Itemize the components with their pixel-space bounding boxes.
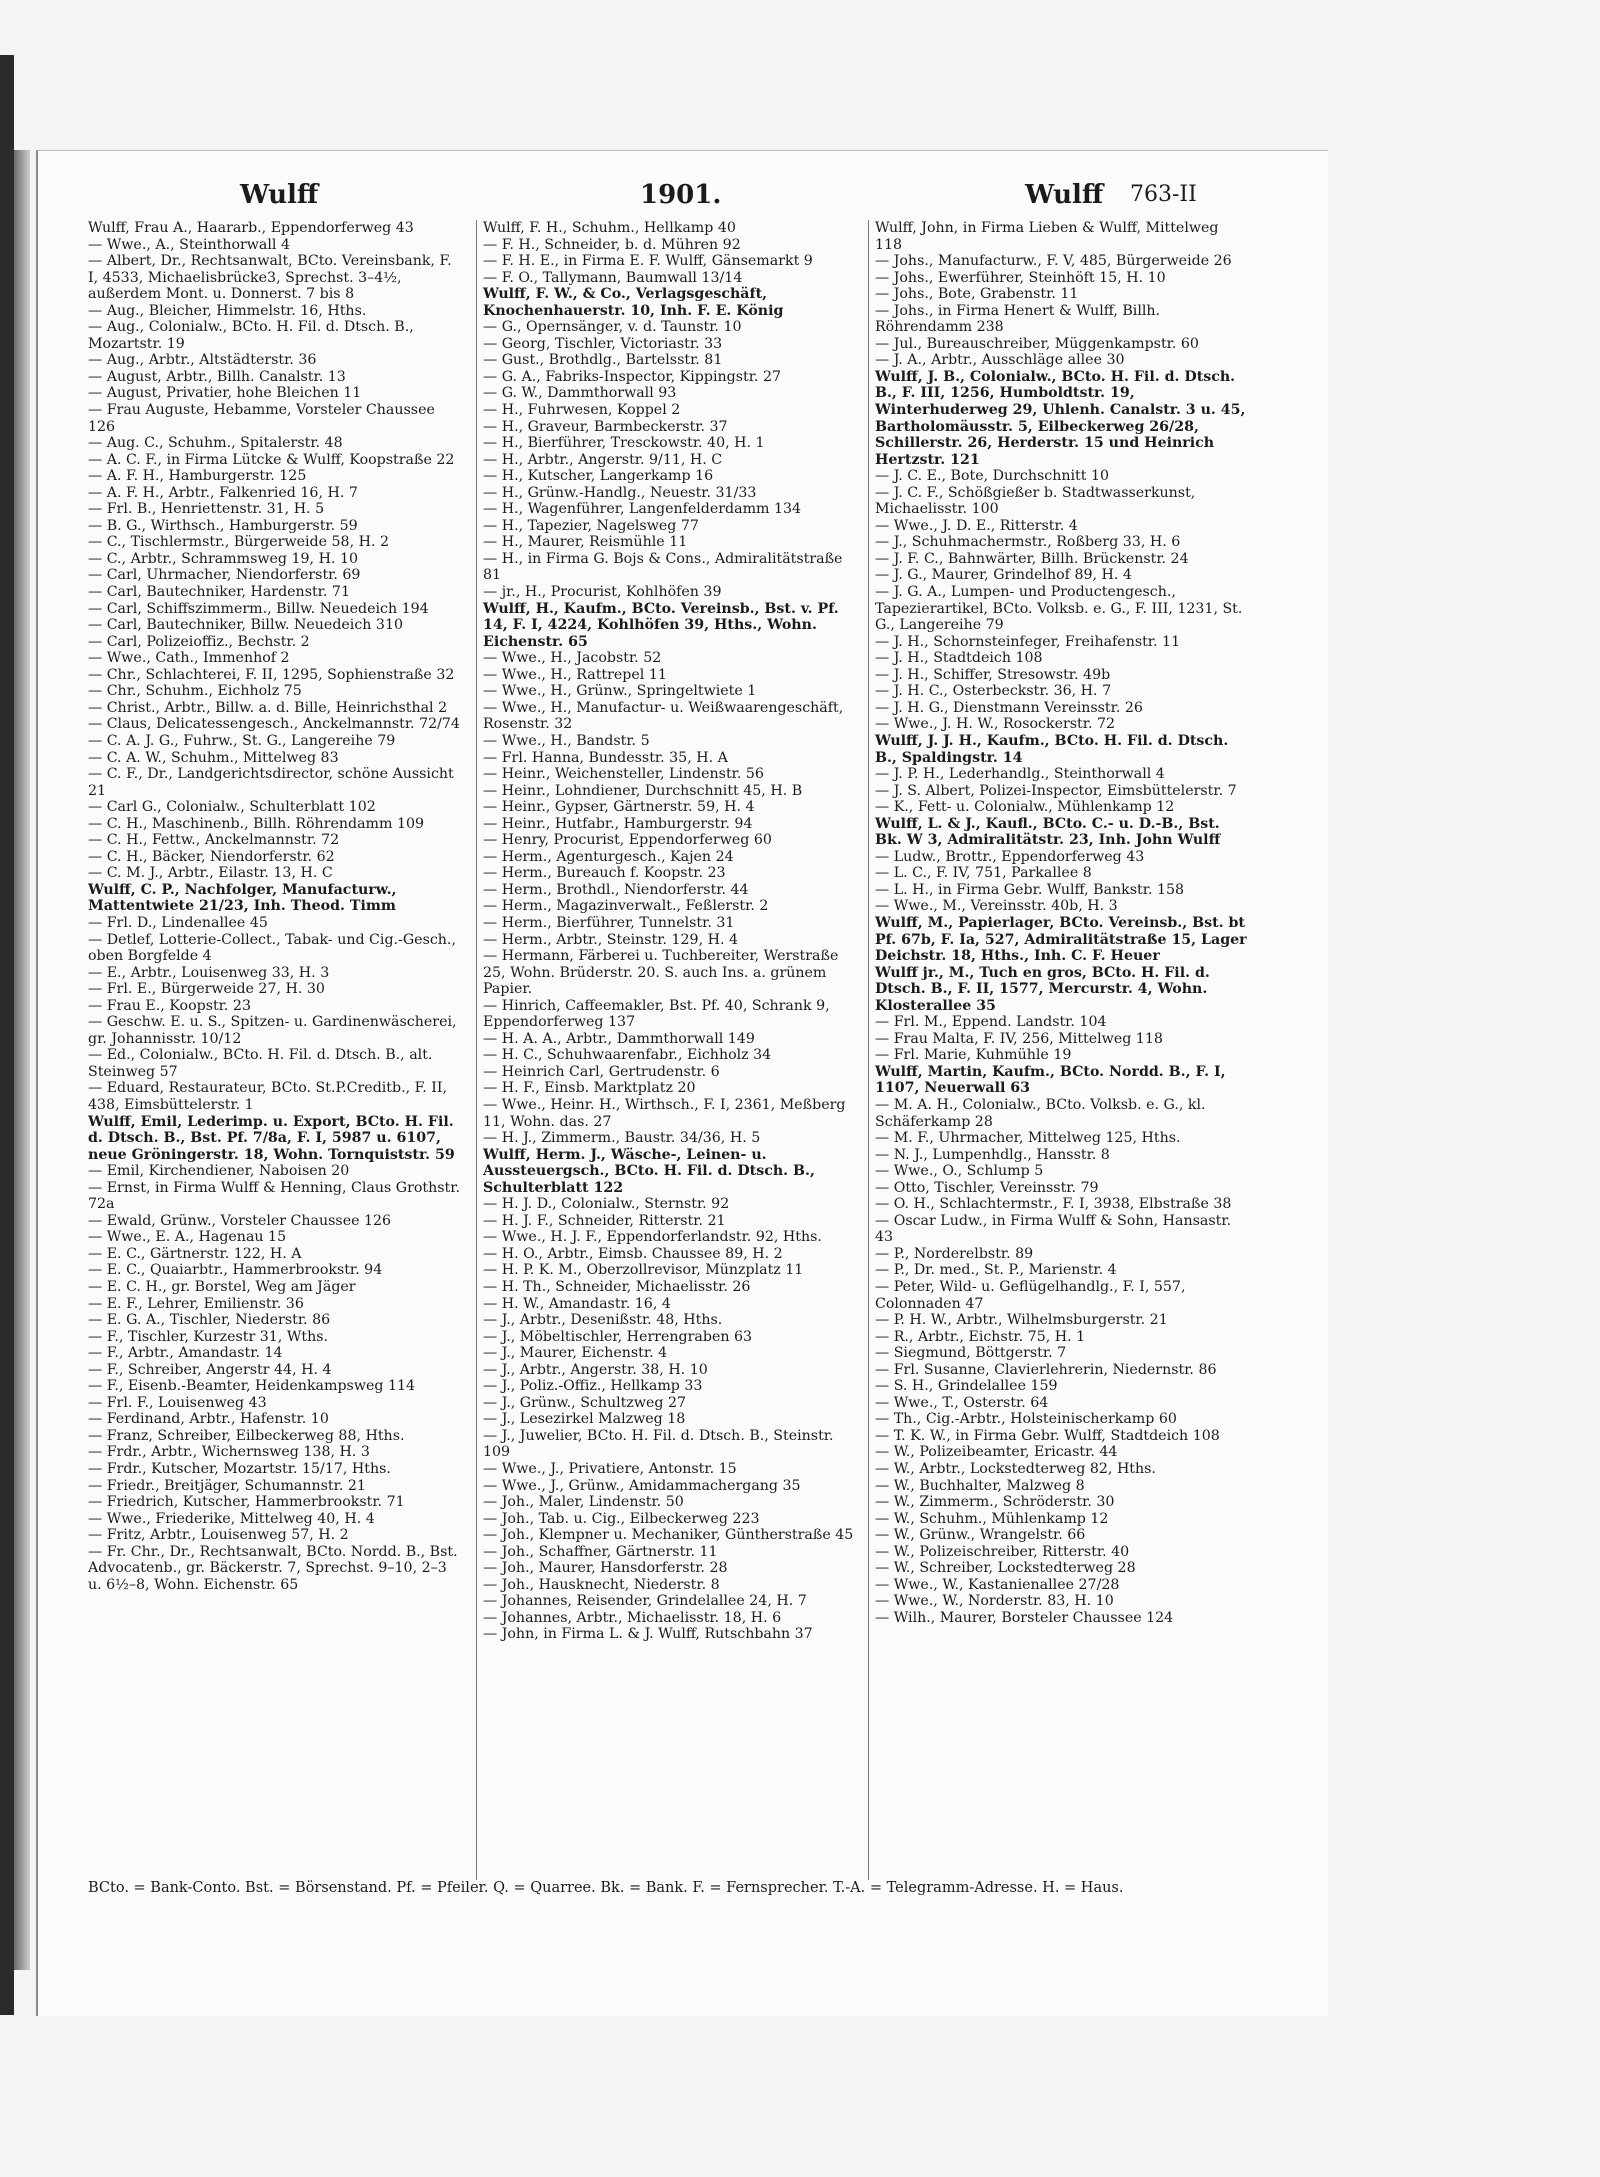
directory-entry: — Wwe., H. J. F., Eppendorferlandstr. 92, Hths. xyxy=(483,1229,822,1246)
directory-entry: — Herm., Bierführer, Tunnelstr. 31 xyxy=(483,914,735,931)
directory-entry: — C., Tischlermstr., Bürgerweide 58, H. 2 xyxy=(88,534,390,551)
directory-entry: — W., Schreiber, Lockstedterweg 28 xyxy=(875,1560,1136,1577)
directory-entry: — J. H. G., Dienstmann Vereinsstr. 26 xyxy=(875,699,1143,716)
directory-entry: — Ewald, Grünw., Vorsteler Chaussee 126 xyxy=(88,1212,392,1229)
directory-entry: — Carl, Uhrmacher, Niendorferstr. 69 xyxy=(88,567,361,584)
directory-entry: — Wwe., T., Osterstr. 64 xyxy=(875,1394,1049,1411)
directory-entry: — Franz, Schreiber, Eilbeckerweg 88, Hths. xyxy=(88,1427,405,1444)
directory-entry: — Peter, Wild- u. Geflügelhandlg., F. I, 557, Colonnaden 47 xyxy=(875,1279,1186,1312)
directory-entry: — Frau Malta, F. IV, 256, Mittelweg 118 xyxy=(875,1030,1163,1047)
directory-entry: — Geschw. E. u. S., Spitzen- u. Gardinenwäscherei, gr. Johannisstr. 10/12 xyxy=(88,1014,457,1047)
directory-entry: — Chr., Schuhm., Eichholz 75 xyxy=(88,683,302,700)
directory-entry: — H., Tapezier, Nagelsweg 77 xyxy=(483,517,699,534)
directory-entry: Wulff, Herm. J., Wäsche-, Leinen- u. Aussteuergsch., BCto. H. Fil. d. Dtsch. B., Schulterblatt 122 xyxy=(483,1146,815,1196)
directory-entry: Wulff, F. H., Schuhm., Hellkamp 40 xyxy=(483,220,736,236)
directory-entry: Wulff, Martin, Kaufm., BCto. Nordd. B., F. I, 1107, Neuerwall 63 xyxy=(875,1063,1226,1097)
directory-entry: — Heinr., Lohndiener, Durchschnitt 45, H. B xyxy=(483,782,803,799)
directory-entry: — C. H., Bäcker, Niendorferstr. 62 xyxy=(88,848,335,865)
directory-entry: — Frl. Marie, Kuhmühle 19 xyxy=(875,1047,1072,1064)
directory-entry: — Frau Auguste, Hebamme, Vorsteler Chaussee 126 xyxy=(88,402,435,435)
directory-entry: — Johs., Ewerführer, Steinhöft 15, H. 10 xyxy=(875,269,1166,286)
page-header xyxy=(80,180,1240,214)
directory-entry: — W., Buchhalter, Malzweg 8 xyxy=(875,1477,1085,1494)
directory-entry: — J., Grünw., Schultzweg 27 xyxy=(483,1394,687,1411)
directory-entry: — M. F., Uhrmacher, Mittelweg 125, Hths. xyxy=(875,1130,1181,1147)
directory-entry: — B. G., Wirthsch., Hamburgerstr. 59 xyxy=(88,517,358,534)
directory-entry: Wulff, Emil, Lederimp. u. Export, BCto. H. Fil. d. Dtsch. B., Bst. Pf. 7/8a, F. I, 5987 u. 6107, neue Gröningerstr. 18, Wohn. Tornquiststr. 59 xyxy=(88,1113,455,1163)
directory-entry: — J. S. Albert, Polizei-Inspector, Eimsbüttelerstr. 7 xyxy=(875,782,1237,799)
directory-entry: — Joh., Maler, Lindenstr. 50 xyxy=(483,1494,684,1511)
directory-entry: — Heinr., Gypser, Gärtnerstr. 59, H. 4 xyxy=(483,799,755,816)
directory-entry: — Joh., Tab. u. Cig., Eilbeckerweg 223 xyxy=(483,1510,760,1527)
directory-entry: — Henry, Procurist, Eppendorferweg 60 xyxy=(483,832,772,849)
directory-entry: — Frl. E., Bürgerweide 27, H. 30 xyxy=(88,981,325,998)
directory-entry: — Friedrich, Kutscher, Hammerbrookstr. 71 xyxy=(88,1494,405,1511)
directory-entry: — Ernst, in Firma Wulff & Henning, Claus Grothstr. 72a xyxy=(88,1179,460,1213)
directory-entry: — Wwe., W., Kastanienallee 27/28 xyxy=(875,1576,1120,1593)
directory-entry: — H., Grünw.-Handlg., Neuestr. 31/33 xyxy=(483,484,757,501)
directory-entry: — H., Fuhrwesen, Koppel 2 xyxy=(483,402,681,419)
directory-entry: — F., Tischler, Kurzestr 31, Wths. xyxy=(88,1328,329,1345)
directory-entry: — A. C. F., in Firma Lütcke & Wulff, Koopstraße 22 xyxy=(88,451,455,468)
directory-entry: — Wwe., J., Grünw., Amidammachergang 35 xyxy=(483,1477,801,1494)
directory-entry: — Wwe., E. A., Hagenau 15 xyxy=(88,1229,287,1246)
directory-entry: — Wwe., Friederike, Mittelweg 40, H. 4 xyxy=(88,1510,375,1527)
directory-entry: — H., Wagenführer, Langenfelderdamm 134 xyxy=(483,501,802,518)
directory-entry: — Herm., Arbtr., Steinstr. 129, H. 4 xyxy=(483,931,739,948)
directory-entry: — H., Maurer, Reismühle 11 xyxy=(483,534,688,551)
directory-entry: Wulff, John, in Firma Lieben & Wulff, Mittelweg 118 xyxy=(875,220,1219,253)
directory-entry: — Carl, Bautechniker, Billw. Neuedeich 310 xyxy=(88,617,404,634)
directory-entry: — Wilh., Maurer, Borsteler Chaussee 124 xyxy=(875,1609,1174,1626)
directory-entry: — Johs., Bote, Grabenstr. 11 xyxy=(875,286,1079,303)
directory-entry: — Gust., Brothdlg., Bartelsstr. 81 xyxy=(483,352,723,369)
directory-entry: — F., Arbtr., Amandastr. 14 xyxy=(88,1345,283,1362)
directory-entry: — A. F. H., Hamburgerstr. 125 xyxy=(88,468,307,485)
directory-entry: — John, in Firma L. & J. Wulff, Rutschbahn 37 xyxy=(483,1626,813,1643)
page-number: 763-II xyxy=(1130,182,1197,207)
directory-entry: — H., Bierführer, Tresckowstr. 40, H. 1 xyxy=(483,435,765,452)
directory-entry: — Aug., Arbtr., Altstädterstr. 36 xyxy=(88,352,317,369)
directory-entry: — E. C., Quaiarbtr., Hammerbrookstr. 94 xyxy=(88,1262,383,1279)
directory-entry: — Aug., Bleicher, Himmelstr. 16, Hths. xyxy=(88,302,367,319)
directory-entry: — Frdr., Arbtr., Wichernsweg 138, H. 3 xyxy=(88,1444,370,1461)
directory-entry: — W., Grünw., Wrangelstr. 66 xyxy=(875,1527,1086,1544)
directory-entry: — Heinrich Carl, Gertrudenstr. 6 xyxy=(483,1063,720,1080)
directory-entry: — H. F., Einsb. Marktplatz 20 xyxy=(483,1080,696,1097)
directory-entry: — Frl. Hanna, Bundesstr. 35, H. A xyxy=(483,749,728,766)
directory-entry: — J., Lesezirkel Malzweg 18 xyxy=(483,1411,686,1428)
directory-entry: — Johannes, Arbtr., Michaelisstr. 18, H. 6 xyxy=(483,1609,782,1626)
column-1 xyxy=(88,220,460,1880)
directory-entry: — Chr., Schlachterei, F. II, 1295, Sophienstraße 32 xyxy=(88,666,455,683)
directory-entry: — Carl, Schiffszimmerm., Billw. Neuedeich 194 xyxy=(88,600,429,617)
directory-entry: — J., Maurer, Eichenstr. 4 xyxy=(483,1345,668,1362)
directory-entry: — C. M. J., Arbtr., Eilastr. 13, H. C xyxy=(88,865,333,882)
directory-entry: — Frl. D., Lindenallee 45 xyxy=(88,914,268,931)
directory-entry: — J. G., Maurer, Grindelhof 89, H. 4 xyxy=(875,567,1132,584)
directory-entry: — Joh., Klempner u. Mechaniker, Güntherstraße 45 xyxy=(483,1527,854,1544)
directory-entry: — Heinr., Weichensteller, Lindenstr. 56 xyxy=(483,766,764,783)
directory-entry: — Wwe., J. D. E., Ritterstr. 4 xyxy=(875,517,1078,534)
directory-entry: — Eduard, Restaurateur, BCto. St.P.Creditb., F. II, 438, Eimsbüttelerstr. 1 xyxy=(88,1080,447,1113)
column-3 xyxy=(868,220,1247,1880)
directory-entry: Wulff, J. J. H., Kaufm., BCto. H. Fil. d. Dtsch. B., Spaldingstr. 14 xyxy=(875,732,1229,766)
directory-entry: — Th., Cig.-Arbtr., Holsteinischerkamp 60 xyxy=(875,1411,1177,1428)
directory-entry: — Carl, Bautechniker, Hardenstr. 71 xyxy=(88,584,350,601)
directory-entry: — Herm., Bureauch f. Koopstr. 23 xyxy=(483,865,726,882)
directory-entry: — Wwe., H., Rattrepel 11 xyxy=(483,666,667,683)
scan-edge xyxy=(0,55,14,2015)
directory-entry: — F., Schreiber, Angerstr 44, H. 4 xyxy=(88,1361,332,1378)
directory-entry: Wulff, J. B., Colonialw., BCto. H. Fil. d. Dtsch. B., F. III, 1256, Humboldtstr. 19, Winterhuderweg 29, Uhlenh. Canalstr. 3 u. 45, Bartholomäusstr. 5, Eilbeckerweg 26/28, Schillerstr. 26, Herderstr. 15 und Heinrich Hertzstr. 121 xyxy=(875,368,1246,468)
directory-entry: — Detlef, Lotterie-Collect., Tabak- und Cig.-Gesch., oben Borgfelde 4 xyxy=(88,931,456,965)
directory-entry: — G., Opernsänger, v. d. Taunstr. 10 xyxy=(483,319,742,336)
directory-entry: — H. Th., Schneider, Michaelisstr. 26 xyxy=(483,1279,751,1295)
directory-entry: — H. J. D., Colonialw., Sternstr. 92 xyxy=(483,1196,730,1213)
directory-entry: — C. H., Maschinenb., Billh. Röhrendamm 109 xyxy=(88,815,425,832)
directory-entry: Wulff, H., Kaufm., BCto. Vereinsb., Bst. v. Pf. 14, F. I, 4224, Kohlhöfen 39, Hths., Wohn. Eichenstr. 65 xyxy=(483,600,839,650)
directory-entry: — Friedr., Breitjäger, Schumannstr. 21 xyxy=(88,1477,366,1494)
directory-entry: — Wwe., A., Steinthorwall 4 xyxy=(88,236,290,253)
scan-edge-shadow xyxy=(14,150,30,1970)
directory-entry: — R., Arbtr., Eichstr. 75, H. 1 xyxy=(875,1328,1086,1345)
directory-entry: — Carl, Polizeioffiz., Bechstr. 2 xyxy=(88,633,310,650)
directory-entry: — Carl G., Colonialw., Schulterblatt 102 xyxy=(88,799,376,816)
directory-entry: — Frl. M., Eppend. Landstr. 104 xyxy=(875,1014,1107,1031)
directory-entry: — Johs., in Firma Henert & Wulff, Billh. Röhrendamm 238 xyxy=(875,302,1161,336)
directory-entry: — Emil, Kirchendiener, Naboisen 20 xyxy=(88,1163,350,1180)
directory-entry: — C. F., Dr., Landgerichtsdirector, schöne Aussicht 21 xyxy=(88,766,454,799)
directory-entry: — H. A. A., Arbtr., Dammthorwall 149 xyxy=(483,1030,755,1047)
header-left-name: Wulff xyxy=(240,180,319,210)
directory-entry: Wulff, F. W., & Co., Verlagsgeschäft, Knochenhauerstr. 10, Inh. F. E. König xyxy=(483,286,784,319)
directory-entry: — W., Schuhm., Mühlenkamp 12 xyxy=(875,1510,1109,1527)
directory-entry: — Frl. Susanne, Clavierlehrerin, Niedernstr. 86 xyxy=(875,1361,1217,1378)
directory-columns xyxy=(88,220,1248,1880)
directory-entry: — W., Polizeibeamter, Ericastr. 44 xyxy=(875,1444,1118,1461)
directory-entry: — W., Polizeischreiber, Ritterstr. 40 xyxy=(875,1543,1130,1560)
directory-entry: — J., Poliz.-Offiz., Hellkamp 33 xyxy=(483,1378,703,1395)
directory-entry: — J. F. C., Bahnwärter, Billh. Brückenstr. 24 xyxy=(875,550,1189,567)
directory-entry: — J. P. H., Lederhandlg., Steinthorwall 4 xyxy=(875,766,1165,783)
directory-entry: — G. W., Dammthorwall 93 xyxy=(483,385,677,402)
directory-entry: — J., Möbeltischler, Herrengraben 63 xyxy=(483,1328,753,1345)
directory-entry: — Wwe., Cath., Immenhof 2 xyxy=(88,650,290,667)
directory-entry: — Joh., Hausknecht, Niederstr. 8 xyxy=(483,1576,720,1593)
directory-entry: — H. W., Amandastr. 16, 4 xyxy=(483,1295,671,1312)
directory-entry: — J. C. F., Schößgießer b. Stadtwasserkunst, Michaelisstr. 100 xyxy=(875,484,1196,518)
directory-entry: — Wwe., H., Manufactur- u. Weißwaarengeschäft, Rosenstr. 32 xyxy=(483,699,844,733)
directory-entry: — E. F., Lehrer, Emilienstr. 36 xyxy=(88,1295,304,1312)
directory-entry: — Wwe., J. H. W., Rosockerstr. 72 xyxy=(875,716,1116,733)
directory-entry: — C. A. W., Schuhm., Mittelweg 83 xyxy=(88,749,339,766)
directory-entry: — Wwe., H., Bandstr. 5 xyxy=(483,732,650,749)
directory-entry: — C. A. J. G., Fuhrw., St. G., Langereihe 79 xyxy=(88,732,396,749)
directory-entry: — Wwe., O., Schlump 5 xyxy=(875,1163,1044,1180)
directory-entry: — Georg, Tischler, Victoriastr. 33 xyxy=(483,335,723,352)
header-right-name: Wulff xyxy=(1025,180,1104,210)
directory-entry: — G. A., Fabriks-Inspector, Kippingstr. 27 xyxy=(483,368,781,385)
directory-entry: — Wwe., H., Grünw., Springeltwiete 1 xyxy=(483,683,757,700)
directory-entry: — Christ., Arbtr., Billw. a. d. Bille, Heinrichsthal 2 xyxy=(88,699,448,716)
directory-entry: — J., Arbtr., Angerstr. 38, H. 10 xyxy=(483,1361,708,1378)
directory-entry: — Fritz, Arbtr., Louisenweg 57, H. 2 xyxy=(88,1527,349,1544)
directory-entry: — Hinrich, Caffeemakler, Bst. Pf. 40, Schrank 9, Eppendorferweg 137 xyxy=(483,997,830,1031)
directory-entry: — H., Graveur, Barmbeckerstr. 37 xyxy=(483,418,728,435)
directory-entry: — Aug., Colonialw., BCto. H. Fil. d. Dtsch. B., Mozartstr. 19 xyxy=(88,319,414,352)
directory-entry: — J., Arbtr., Desenißstr. 48, Hths. xyxy=(483,1312,723,1329)
directory-entry: — E. C. H., gr. Borstel, Weg am Jäger xyxy=(88,1279,356,1295)
directory-entry: — S. H., Grindelallee 159 xyxy=(875,1378,1058,1395)
directory-entry: — F. O., Tallymann, Baumwall 13/14 xyxy=(483,269,743,286)
directory-entry: Wulff, Frau A., Haararb., Eppendorferweg 43 xyxy=(88,220,414,236)
directory-entry: — Claus, Delicatessengesch., Anckelmannstr. 72/74 xyxy=(88,716,460,733)
directory-entry: — Wwe., M., Vereinsstr. 40b, H. 3 xyxy=(875,898,1118,915)
directory-entry: — Joh., Schaffner, Gärtnerstr. 11 xyxy=(483,1543,718,1560)
directory-entry: — Oscar Ludw., in Firma Wulff & Sohn, Hansastr. 43 xyxy=(875,1212,1232,1246)
directory-entry: — J. H., Schornsteinfeger, Freihafenstr. 11 xyxy=(875,633,1181,650)
directory-entry: — Siegmund, Böttgerstr. 7 xyxy=(875,1345,1067,1362)
directory-entry: — Otto, Tischler, Vereinsstr. 79 xyxy=(875,1179,1099,1196)
directory-entry: — Johs., Manufacturw., F. V, 485, Bürgerweide 26 xyxy=(875,253,1232,270)
directory-entry: — O. H., Schlachtermstr., F. I, 3938, Elbstraße 38 xyxy=(875,1196,1232,1213)
directory-entry: — August, Privatier, hohe Bleichen 11 xyxy=(88,385,362,402)
directory-entry: — C. H., Fettw., Anckelmannstr. 72 xyxy=(88,832,340,849)
directory-entry: — J. G. A., Lumpen- und Productengesch., Tapezierartikel, BCto. Volksb. e. G., F. III, 1231, St. G., Langereihe 79 xyxy=(875,584,1243,634)
directory-entry: — W., Zimmerm., Schröderstr. 30 xyxy=(875,1494,1115,1511)
directory-entry: — P., Dr. med., St. P., Marienstr. 4 xyxy=(875,1262,1117,1279)
directory-entry: — H. O., Arbtr., Eimsb. Chaussee 89, H. 2 xyxy=(483,1245,783,1262)
directory-entry: — F. H. E., in Firma E. F. Wulff, Gänsemarkt 9 xyxy=(483,253,813,270)
directory-entry: — Heinr., Hutfabr., Hamburgerstr. 94 xyxy=(483,815,753,832)
directory-entry: — Herm., Agenturgesch., Kajen 24 xyxy=(483,848,734,865)
directory-entry: — M. A. H., Colonialw., BCto. Volksb. e. G., kl. Schäferkamp 28 xyxy=(875,1096,1206,1130)
directory-entry: — jr., H., Procurist, Kohlhöfen 39 xyxy=(483,584,722,601)
directory-entry: — Frdr., Kutscher, Mozartstr. 15/17, Hths. xyxy=(88,1461,391,1478)
directory-entry: — Ludw., Brottr., Eppendorferweg 43 xyxy=(875,848,1145,865)
directory-entry: — J., Juwelier, BCto. H. Fil. d. Dtsch. B., Steinstr. 109 xyxy=(483,1427,834,1461)
directory-entry: — H. C., Schuhwaarenfabr., Eichholz 34 xyxy=(483,1047,772,1064)
directory-entry: — L. H., in Firma Gebr. Wulff, Bankstr. 158 xyxy=(875,881,1185,898)
directory-entry: — C., Arbtr., Schrammsweg 19, H. 10 xyxy=(88,550,359,567)
directory-entry: — Herm., Brothdl., Niendorferstr. 44 xyxy=(483,881,749,898)
directory-entry: — J. H., Stadtdeich 108 xyxy=(875,650,1043,667)
directory-entry: Wulff jr., M., Tuch en gros, BCto. H. Fil. d. Dtsch. B., F. II, 1577, Mercurstr. 4, Wohn. Klosterallee 35 xyxy=(875,964,1210,1014)
directory-entry: — L. C., F. IV, 751, Parkallee 8 xyxy=(875,865,1092,882)
directory-entry: — E. G. A., Tischler, Niederstr. 86 xyxy=(88,1312,331,1329)
directory-entry: — J. A., Arbtr., Ausschläge allee 30 xyxy=(875,352,1125,369)
directory-entry: — H., in Firma G. Bojs & Cons., Admiralitätstraße 81 xyxy=(483,550,843,584)
directory-entry: — Joh., Maurer, Hansdorferstr. 28 xyxy=(483,1560,728,1577)
column-2 xyxy=(476,220,855,1880)
abbreviation-legend: BCto. = Bank-Conto. Bst. = Börsenstand. Pf. = Pfeiler. Q. = Quarree. Bk. = Bank. F. = Fernsprecher. T.-A. = Telegramm-Adresse. H. = Haus. xyxy=(88,1880,1124,1896)
directory-entry: — H. P. K. M., Oberzollrevisor, Münzplatz 11 xyxy=(483,1262,804,1279)
directory-entry: — Wwe., W., Norderstr. 83, H. 10 xyxy=(875,1593,1114,1610)
directory-entry: — A. F. H., Arbtr., Falkenried 16, H. 7 xyxy=(88,484,358,501)
directory-entry: — Frau E., Koopstr. 23 xyxy=(88,997,251,1014)
directory-entry: — Hermann, Färberei u. Tuchbereiter, Werstraße 25, Wohn. Brüderstr. 20. S. auch Ins. a. grünem Papier. xyxy=(483,948,839,998)
directory-entry: — J., Schuhmachermstr., Roßberg 33, H. 6 xyxy=(875,534,1181,551)
directory-entry: — P., Norderelbstr. 89 xyxy=(875,1245,1034,1262)
directory-entry: Wulff, L. & J., Kaufl., BCto. C.- u. D.-B., Bst. Bk. W 3, Admiralitätstr. 23, Inh. John Wulff xyxy=(875,815,1221,849)
directory-entry: — J. H., Schiffer, Stresowstr. 49b xyxy=(875,666,1111,683)
directory-entry: — K., Fett- u. Colonialw., Mühlenkamp 12 xyxy=(875,799,1175,816)
directory-entry: — N. J., Lumpenhdlg., Hansstr. 8 xyxy=(875,1146,1110,1163)
directory-entry: — Johannes, Reisender, Grindelallee 24, H. 7 xyxy=(483,1593,807,1610)
directory-entry: — H., Kutscher, Langerkamp 16 xyxy=(483,468,714,485)
directory-entry: Wulff, C. P., Nachfolger, Manufacturw., Mattentwiete 21/23, Inh. Theod. Timm xyxy=(88,881,397,915)
directory-entry: — P. H. W., Arbtr., Wilhelmsburgerstr. 21 xyxy=(875,1312,1168,1329)
directory-entry: — Wwe., H., Jacobstr. 52 xyxy=(483,650,662,667)
directory-entry: — Frl. B., Henriettenstr. 31, H. 5 xyxy=(88,501,325,518)
directory-entry: — Wwe., J., Privatiere, Antonstr. 15 xyxy=(483,1461,737,1478)
directory-entry: — Herm., Magazinverwalt., Feßlerstr. 2 xyxy=(483,898,769,915)
directory-entry: — W., Arbtr., Lockstedterweg 82, Hths. xyxy=(875,1461,1156,1478)
directory-entry: — Jul., Bureauschreiber, Müggenkampstr. 60 xyxy=(875,335,1199,352)
header-year: 1901. xyxy=(640,180,722,210)
directory-entry: — F. H., Schneider, b. d. Mühren 92 xyxy=(483,236,741,253)
directory-entry: — J. C. E., Bote, Durchschnitt 10 xyxy=(875,468,1110,485)
directory-entry: — Ferdinand, Arbtr., Hafenstr. 10 xyxy=(88,1411,329,1428)
directory-entry: — August, Arbtr., Billh. Canalstr. 13 xyxy=(88,368,346,385)
directory-entry: — E., Arbtr., Louisenweg 33, H. 3 xyxy=(88,964,330,981)
directory-entry: — Aug. C., Schuhm., Spitalerstr. 48 xyxy=(88,435,343,452)
directory-entry: Wulff, M., Papierlager, BCto. Vereinsb., Bst. bt Pf. 67b, F. Ia, 527, Admiralitätstraße 15, Lager Deichstr. 18, Hths., Inh. C. F. Heuer xyxy=(875,914,1247,965)
directory-entry: — J. H. C., Osterbeckstr. 36, H. 7 xyxy=(875,683,1112,700)
directory-entry: — Fr. Chr., Dr., Rechtsanwalt, BCto. Nordd. B., Bst. Advocatenb., gr. Bäckerstr. 7, Sprechst. 9–10, 2–3 u. 6½–8, Wohn. Eichenstr. 65 xyxy=(88,1543,458,1593)
directory-entry: — H., Arbtr., Angerstr. 9/11, H. C xyxy=(483,451,723,468)
directory-entry: — T. K. W., in Firma Gebr. Wulff, Stadtdeich 108 xyxy=(875,1427,1220,1444)
directory-entry: — Ed., Colonialw., BCto. H. Fil. d. Dtsch. B., alt. Steinweg 57 xyxy=(88,1047,433,1080)
directory-entry: — F., Eisenb.-Beamter, Heidenkampsweg 114 xyxy=(88,1378,416,1395)
directory-entry: — Frl. F., Louisenweg 43 xyxy=(88,1394,267,1411)
directory-entry: — H. J., Zimmerm., Baustr. 34/36, H. 5 xyxy=(483,1130,761,1147)
directory-entry: — E. C., Gärtnerstr. 122, H. A xyxy=(88,1245,302,1262)
directory-entry: — Albert, Dr., Rechtsanwalt, BCto. Vereinsbank, F. I, 4533, Michaelisbrücke3, Sprechst. 3–4½, außerdem Mont. u. Donnerst. 7 bis 8 xyxy=(88,253,452,303)
directory-entry: — Wwe., Heinr. H., Wirthsch., F. I, 2361, Meßberg 11, Wohn. das. 27 xyxy=(483,1096,846,1130)
directory-entry: — H. J. F., Schneider, Ritterstr. 21 xyxy=(483,1212,726,1229)
